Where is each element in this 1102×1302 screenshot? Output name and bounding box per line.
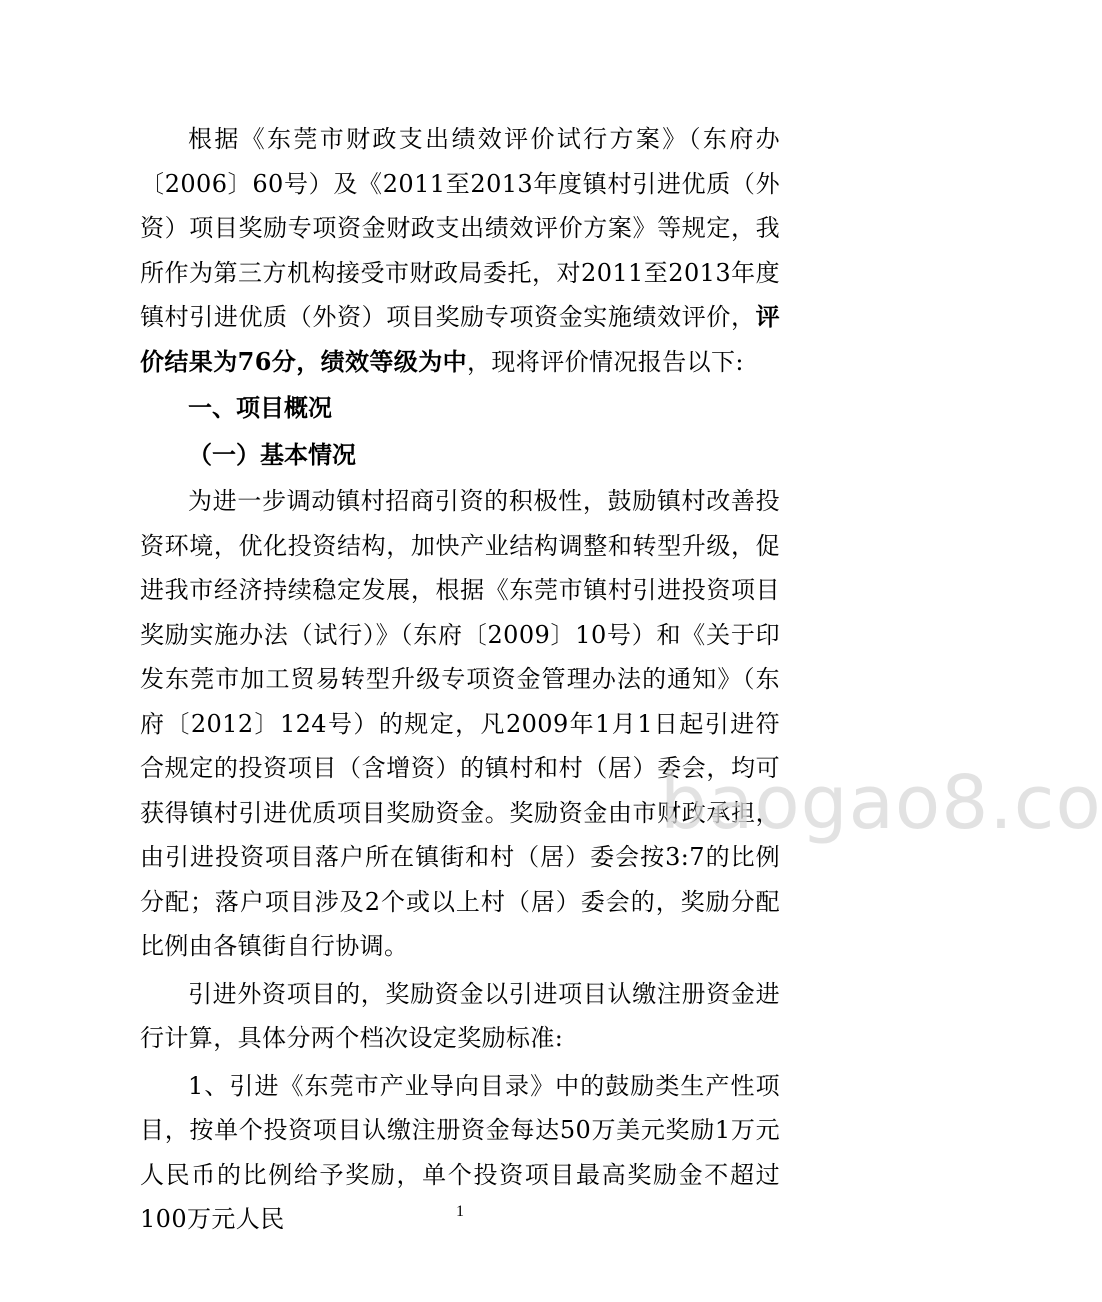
page-number: 1: [456, 1203, 464, 1220]
body-paragraph-1: 为进一步调动镇村招商引资的积极性，鼓励镇村改善投资环境，优化投资结构，加快产业结构调整和转型升级，促进我市经济持续稳定发展，根据《东莞市镇村引进投资项目奖励实施办法（试行）》（东府〔2009〕10号）和《关于印发东莞市加工贸易转型升级专项资金管理办法的通知》（东府〔2012〕124号）的规定，凡2009年1月1日起引进符合规定的投资项目（含增资）的镇村和村（居）委会，均可获得镇村引进优质项目奖励资金。奖励资金由市财政承担，由引进投资项目落户所在镇街和村（居）委会按3:7的比例分配；落户项目涉及2个或以上村（居）委会的，奖励分配比例由各镇街自行协调。: [140, 487, 780, 960]
section-heading: 一、项目概况: [188, 393, 332, 422]
watermark: baogao8.co: [660, 760, 1102, 846]
intro-paragraph: [140, 117, 780, 384]
subsection-heading: （一）基本情况: [188, 439, 356, 469]
body-paragraph-2: 引进外资项目的，奖励资金以引进项目认缴注册资金进行计算，具体分两个档次设定奖励标准:: [140, 979, 780, 1052]
intro-text-2: ，现将评价情况报告以下:: [467, 347, 744, 376]
body-paragraph-3: 1、引进《东莞市产业导向目录》中的鼓励类生产性项目，按单个投资项目认缴注册资金每达50万美元奖励1万元人民币的比例给予奖励，单个投资项目最高奖励金不超过100万元人民: [140, 1071, 780, 1233]
intro-text-1: 根据《东莞市财政支出绩效评价试行方案》（东府办〔2006〕60号）及《2011至2013年度镇村引进优质（外资）项目奖励专项资金财政支出绩效评价方案》等规定，我所作为第三方机构接受市财政局委托，对2011至2013年度镇村引进优质（外资）项目奖励专项资金实施绩效评价，: [140, 125, 780, 331]
document-page: [140, 117, 780, 1242]
evaluation-result: 评价结果为76分，绩效等级为中: [140, 302, 780, 376]
